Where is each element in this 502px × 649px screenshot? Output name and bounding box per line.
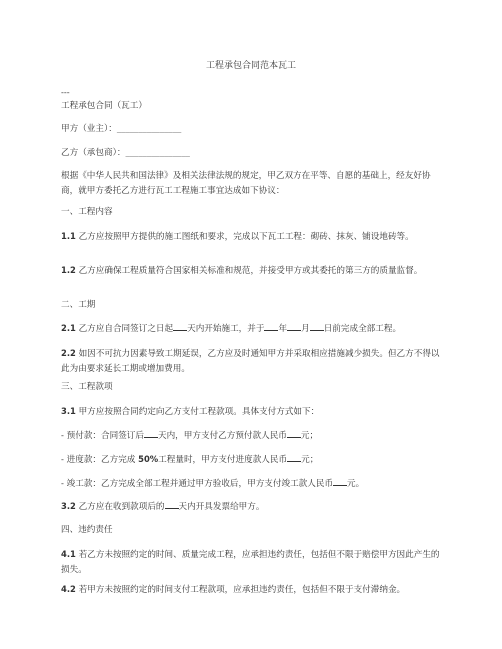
- party-b-value: _______________: [125, 148, 190, 158]
- intro-paragraph: 根据《中华人民共和国法律》及相关法律法规的规定，甲乙双方在平等、自愿的基础上，经友好协商，就甲方委托乙方进行瓦工工程施工事宜达成如下协议：: [61, 171, 431, 196]
- clause-text: 工程量时，甲方支付进度款人民币: [158, 455, 288, 465]
- clause-text: 日前完成全部工程。: [323, 324, 402, 334]
- party-a-label: 甲方（业主）：: [61, 124, 117, 134]
- blank-field: [287, 428, 301, 438]
- payment-progress: [61, 452, 318, 468]
- clause-text: 如因不可抗力因素导致工期延误，乙方应及时通知甲方并采取相应措施减少损失。但乙方不得以此为由要求延长工期或增加费用。: [61, 349, 440, 374]
- payment-completion: [61, 476, 364, 492]
- clause-number: 2.1: [61, 323, 76, 333]
- document-title: 工程承包合同范本瓦工: [205, 61, 296, 71]
- clause-text: - 竣工款：乙方完成全部工程并通过甲方验收后，甲方支付竣工款人民币: [61, 479, 334, 489]
- clause-text: 乙方应在收到款项后的: [75, 502, 165, 512]
- clause-text: 天内开始施工，并于: [187, 324, 265, 334]
- clause-number: 3.2: [61, 501, 76, 511]
- clause-text: 若甲方未按照约定的时间支付工程款项，应承担违约责任，包括但不限于支付滞纳金。: [75, 585, 406, 595]
- clause-1-1: [61, 229, 441, 245]
- clause-text: 若乙方未按照约定的时间、质量完成工程，应承担违约责任，包括但不限于赔偿甲方因此产生的损失。: [61, 550, 440, 575]
- clause-number: 1.1: [61, 231, 76, 241]
- clause-text: 元；: [301, 455, 319, 465]
- clause-text: 元；: [300, 431, 319, 441]
- clause-1-2: [61, 263, 441, 279]
- clause-2-1: [61, 321, 401, 337]
- blank-field: [173, 321, 187, 331]
- clause-text: 月: [301, 324, 310, 334]
- blank-field: [287, 452, 301, 462]
- clause-text: 天内，甲方支付乙方预付款人民币: [157, 431, 287, 441]
- clause-text: 年: [278, 324, 288, 334]
- clause-4-2: [61, 582, 441, 598]
- clause-text: - 进度款：乙方完成: [61, 455, 139, 465]
- blank-field: [165, 499, 179, 509]
- section-4-heading: 四、违约责任: [61, 525, 113, 535]
- clause-text: 天内开具发票给甲方。: [178, 502, 265, 512]
- clause-number: 3.1: [61, 406, 76, 416]
- clause-4-1: [61, 547, 441, 578]
- clause-text: 乙方应确保工程质量符合国家相关标准和规范，并接受甲方或其委托的第三方的质量监督。: [75, 266, 423, 276]
- party-a-line: [61, 122, 181, 137]
- blank-field: [144, 428, 158, 438]
- clause-3-1: [61, 404, 319, 420]
- clause-text: 甲方应按照合同约定向乙方支付工程款项。具体支付方式如下：: [75, 407, 320, 417]
- contract-heading: 工程承包合同（瓦工）: [61, 101, 147, 111]
- blank-field: [333, 476, 347, 486]
- party-b-label: 乙方（承包商）：: [61, 148, 126, 158]
- clause-number: 2.2: [61, 348, 76, 358]
- party-b-line: [61, 146, 190, 161]
- clause-text: 乙方应按照甲方提供的施工图纸和要求，完成以下瓦工工程：砌砖、抹灰、铺设地砖等。: [75, 232, 414, 242]
- percent-value: 50%: [138, 454, 159, 464]
- clause-number: 1.2: [61, 265, 76, 275]
- blank-field: [310, 321, 324, 331]
- clause-text: - 预付款：合同签订后: [61, 431, 144, 441]
- section-3-heading: 三、工程款项: [61, 382, 113, 392]
- clause-text: 元。: [347, 479, 365, 489]
- blank-field: [287, 321, 301, 331]
- clause-number: 4.1: [61, 549, 76, 559]
- clause-number: 4.2: [61, 584, 76, 594]
- separator: ---: [61, 88, 70, 98]
- party-a-value: _______________: [116, 124, 182, 134]
- clause-2-2: [61, 346, 441, 377]
- blank-field: [264, 321, 278, 331]
- payment-advance: [61, 428, 318, 444]
- section-1-heading: 一、工程内容: [61, 207, 113, 217]
- section-2-heading: 二、工期: [61, 300, 96, 310]
- clause-3-2: [61, 499, 264, 515]
- clause-text: 乙方应自合同签订之日起: [75, 324, 174, 334]
